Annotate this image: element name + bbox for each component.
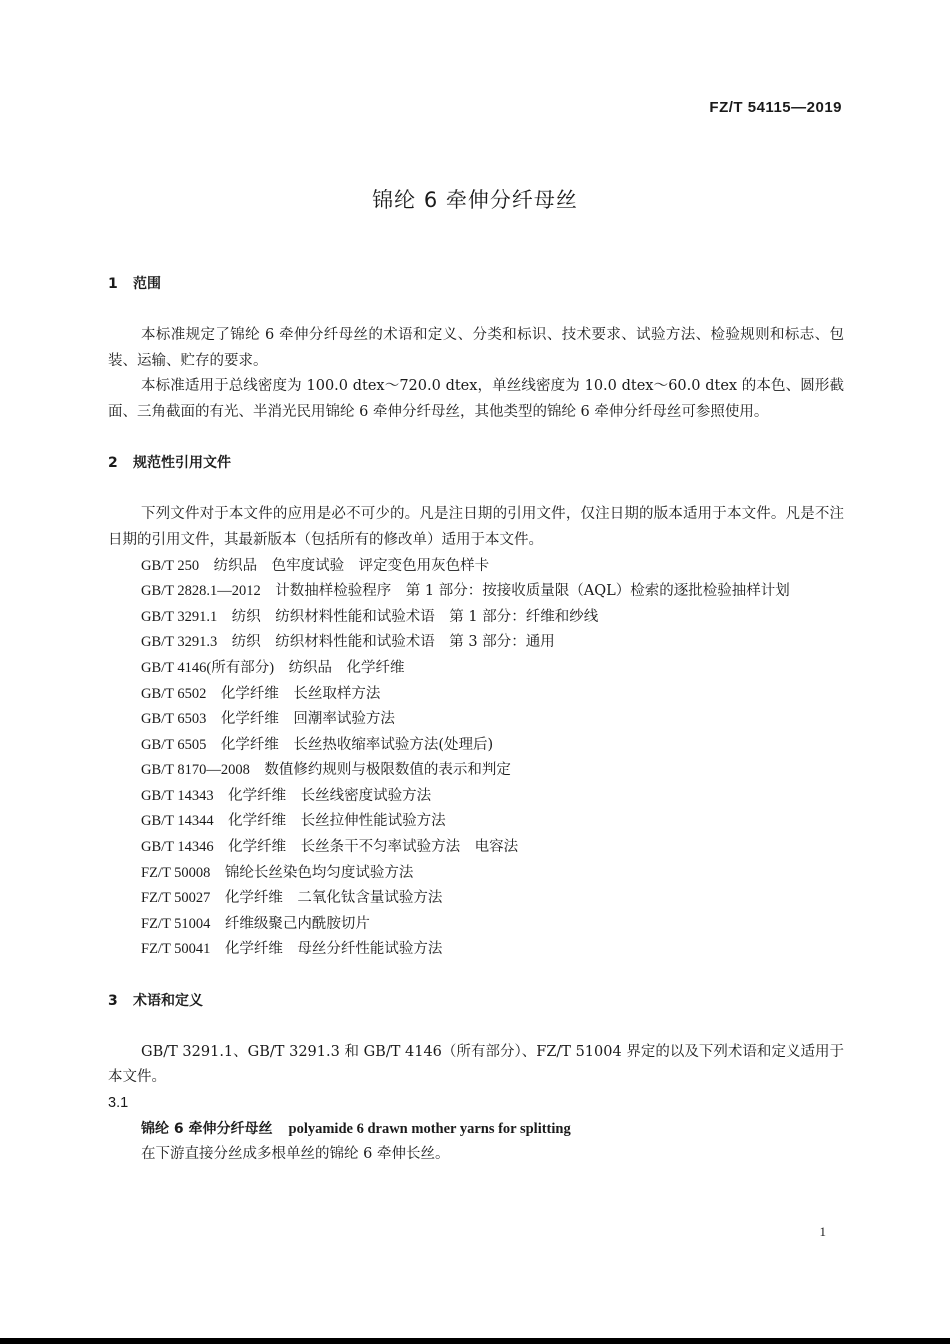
- reference-item: [108, 758, 844, 784]
- spacer: [108, 963, 844, 989]
- reference-item: [108, 912, 844, 938]
- reference-name: 纺织 纺织材料性能和试验术语 第 3 部分：通用: [231, 634, 555, 651]
- reference-name: 化学纤维 母丝分纤性能试验方法: [224, 941, 443, 958]
- reference-item: [108, 579, 844, 605]
- reference-code: GB/T 3291.3: [141, 634, 218, 651]
- reference-item: [108, 733, 844, 759]
- section-number: 3: [108, 992, 118, 1009]
- reference-name: 化学纤维 回潮率试验方法: [220, 711, 395, 728]
- section-title: 范围: [133, 276, 161, 292]
- reference-name: 纺织 纺织材料性能和试验术语 第 1 部分：纤维和纱线: [231, 608, 599, 625]
- section-1-heading: [108, 272, 844, 298]
- section-number: 2: [108, 455, 118, 472]
- reference-code: FZ/T 50008: [141, 864, 211, 881]
- reference-list: [108, 554, 844, 964]
- reference-name: 纺织品 色牢度试验 评定变色用灰色样卡: [213, 557, 490, 574]
- scope-paragraph: 本标准规定了锦纶 6 牵伸分纤母丝的术语和定义、分类和标识、技术要求、试验方法、检验规则和标志、包装、运输、贮存的要求。: [108, 327, 844, 369]
- reference-name: 化学纤维 长丝条干不匀率试验方法 电容法: [228, 839, 519, 856]
- section-number: 1: [108, 276, 118, 292]
- page-number: 1: [819, 1224, 826, 1239]
- reference-code: GB/T 4146(所有部分): [141, 659, 275, 676]
- section-title: 规范性引用文件: [133, 455, 231, 472]
- reference-name: 纤维级聚己内酰胺切片: [224, 915, 370, 932]
- reference-name: 化学纤维 二氧化钛含量试验方法: [224, 890, 443, 907]
- term-english: polyamide 6 drawn mother yarns for splitting: [288, 1120, 571, 1137]
- section-3-heading: [108, 989, 844, 1015]
- reference-code: GB/T 6502: [141, 685, 207, 702]
- reference-name: 化学纤维 长丝热收缩率试验方法(处理后): [220, 736, 494, 753]
- reference-code: GB/T 6505: [141, 736, 207, 753]
- term-number: 3.1: [108, 1095, 129, 1111]
- spacer: [108, 298, 844, 324]
- reference-name: 纺织品 化学纤维: [288, 659, 405, 676]
- reference-item: [108, 554, 844, 580]
- reference-name: 锦纶长丝染色均匀度试验方法: [224, 864, 414, 881]
- scope-paragraph: 本标准适用于总线密度为 100.0 dtex～720.0 dtex，单丝线密度为 10.0 dtex～60.0 dtex 的本色、圆形截面、三角截面的有光、半消光民用锦纶 6 牵伸分纤母丝，其他类型的锦纶 6 牵伸分纤母丝可参照使用。: [108, 378, 844, 420]
- reference-code: GB/T 6503: [141, 711, 207, 728]
- reference-code: GB/T 14344: [141, 813, 214, 830]
- reference-item: [108, 630, 844, 656]
- reference-name: 计数抽样检验程序 第 1 部分：按接收质量限（AQL）检索的逐批检验抽样计划: [275, 583, 790, 600]
- reference-code: GB/T 14343: [141, 787, 214, 804]
- reference-item: [108, 886, 844, 912]
- reference-code: GB/T 250: [141, 557, 200, 574]
- spacer: [108, 477, 844, 503]
- reference-code: FZ/T 50027: [141, 890, 211, 907]
- section-title: 术语和定义: [133, 992, 203, 1009]
- spacer: [108, 426, 844, 452]
- reference-item: [108, 605, 844, 631]
- reference-item: [108, 784, 844, 810]
- references-intro: 下列文件对于本文件的应用是必不可少的。凡是注日期的引用文件，仅注日期的版本适用于本文件。凡是不注日期的引用文件，其最新版本（包括所有的修改单）适用于本文件。: [108, 506, 844, 548]
- reference-code: GB/T 14346: [141, 839, 214, 856]
- reference-name: 数值修约规则与极限数值的表示和判定: [264, 762, 511, 779]
- reference-item: [108, 682, 844, 708]
- bottom-border: [0, 1338, 950, 1344]
- reference-code: GB/T 3291.1: [141, 608, 218, 625]
- section-2-heading: [108, 451, 844, 477]
- reference-item: [108, 861, 844, 887]
- reference-item: [108, 835, 844, 861]
- terms-intro: GB/T 3291.1、GB/T 3291.3 和 GB/T 4146（所有部分）、FZ/T 51004 界定的以及下列术语和定义适用于本文件。: [108, 1043, 844, 1086]
- spacer: [108, 1014, 844, 1040]
- reference-name: 化学纤维 长丝取样方法: [220, 685, 381, 702]
- standard-code: FZ/T 54115—2019: [709, 99, 842, 116]
- term-entry: [108, 1117, 844, 1143]
- document-body: [108, 272, 844, 1168]
- reference-code: GB/T 8170—2008: [141, 762, 250, 779]
- reference-code: GB/T 2828.1—2012: [141, 583, 261, 600]
- term-chinese: 锦纶 6 牵伸分纤母丝: [141, 1120, 273, 1137]
- reference-item: [108, 656, 844, 682]
- term-definition: 在下游直接分丝成多根单丝的锦纶 6 牵伸长丝。: [141, 1146, 450, 1163]
- reference-item: [108, 937, 844, 963]
- reference-item: [108, 707, 844, 733]
- reference-name: 化学纤维 长丝线密度试验方法: [228, 787, 432, 804]
- reference-item: [108, 809, 844, 835]
- reference-code: FZ/T 50041: [141, 941, 211, 958]
- document-title: 锦纶 6 牵伸分纤母丝: [372, 188, 578, 212]
- reference-name: 化学纤维 长丝拉伸性能试验方法: [228, 813, 446, 830]
- reference-code: FZ/T 51004: [141, 915, 211, 932]
